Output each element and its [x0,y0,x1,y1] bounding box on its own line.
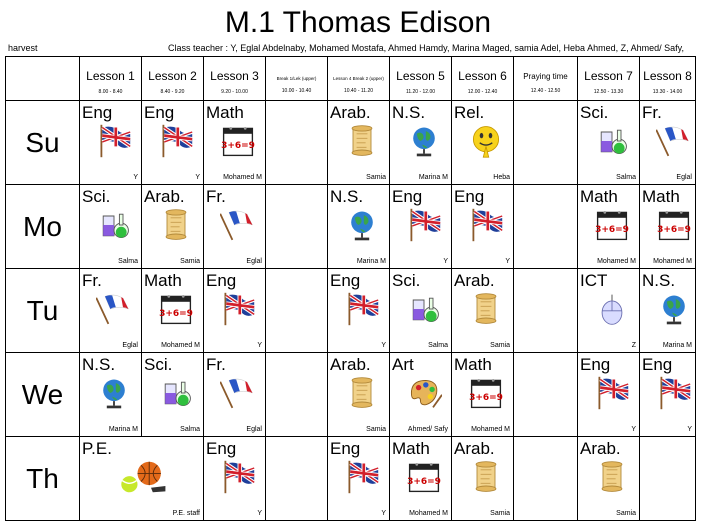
teacher-label: Samia [490,342,510,349]
subject-label: Eng [144,103,175,122]
lesson-cell [80,269,142,353]
column-time: 10.00 - 10.40 [281,88,312,94]
day-label: Tu [6,269,80,353]
lesson-cell [204,353,266,437]
globe-icon [406,123,442,159]
teacher-label: Marina M [418,174,448,181]
day-row [6,269,696,353]
teacher-label: Y [381,510,386,517]
globe-icon [656,291,692,327]
scroll-icon [344,123,380,159]
subject-label: Arab. [330,103,371,122]
lesson-cell [142,185,204,269]
empty-cell [266,269,328,353]
subject-label: Fr. [206,355,226,374]
uk-flag-icon [96,123,132,159]
svg-text:3+6=9: 3+6=9 [657,225,691,236]
sports-balls-icon [114,459,170,495]
subject-label: Math [580,187,618,206]
day-row [6,185,696,269]
lesson-cell [578,269,640,353]
lesson-cell [328,101,390,185]
lesson-cell [390,353,452,437]
day-label: Th [6,437,80,521]
column-name: Break 1/Lek (upper) [276,76,317,81]
teacher-label: Ahmed/ Safy [407,426,448,433]
lesson-cell [452,437,514,521]
teacher-label: Z [631,342,636,349]
subject-label: Eng [330,439,361,458]
column-time: 13.30 - 14.00 [652,89,683,95]
globe-icon [96,375,132,411]
subject-label: Sci. [580,103,609,122]
lesson-cell [142,101,204,185]
teacher-label: Salma [118,258,138,265]
lesson-cell [328,269,390,353]
teacher-label: Samia [366,426,386,433]
empty-cell [640,437,696,521]
subject-label: Rel. [454,103,485,122]
column-time: 12.00 - 12.40 [467,89,498,95]
svg-text:3+6=9: 3+6=9 [159,309,193,320]
teacher-label: Y [381,342,386,349]
lesson-cell [204,269,266,353]
lesson-cell [328,353,390,437]
uk-flag-icon [656,375,692,411]
column-time: 8.40 - 9.20 [160,89,185,95]
teacher-label: Y [443,258,448,265]
subject-label: Fr. [82,271,102,290]
teacher-label: Mohamed M [471,426,510,433]
column-name: Lesson 3 [210,69,259,83]
lesson-cell [328,185,390,269]
column-header [266,57,328,101]
lesson-cell [452,185,514,269]
empty-cell [514,353,578,437]
empty-cell [266,101,328,185]
scroll-icon [468,459,504,495]
uk-flag-icon [468,207,504,243]
teacher-label: Salma [428,342,448,349]
empty-cell [514,437,578,521]
teacher-label: Marina M [108,426,138,433]
empty-cell [266,353,328,437]
teacher-label: Y [687,426,692,433]
column-header [640,57,696,101]
subject-label: Arab. [454,439,495,458]
column-header [204,57,266,101]
lesson-cell [390,269,452,353]
math-calendar-icon [468,375,504,411]
column-name: Lesson 8 [643,69,692,83]
column-time: 8.00 - 8.40 [98,89,123,95]
subject-label: Fr. [206,187,226,206]
teacher-label: Samia [366,174,386,181]
subject-label: Eng [454,187,485,206]
scroll-icon [344,375,380,411]
teacher-label: P.E. staff [172,510,200,517]
teacher-label: Marina M [356,258,386,265]
empty-cell [514,101,578,185]
column-header [514,57,578,101]
teacher-label: Mohamed M [223,174,262,181]
lesson-cell [142,269,204,353]
teacher-label: Samia [490,510,510,517]
subject-label: Sci. [144,355,173,374]
palette-icon [406,375,442,411]
teacher-label: Marina M [662,342,692,349]
lesson-cell [452,101,514,185]
teacher-label: Mohamed M [161,342,200,349]
teacher-label: Mohamed M [409,510,448,517]
day-row [6,353,696,437]
math-calendar-icon [594,207,630,243]
school-name: harvest [8,43,38,53]
praying-smiley-icon [468,123,504,159]
mouse-icon [594,291,630,327]
column-time: 10.40 - 11.20 [343,88,374,94]
column-header [578,57,640,101]
day-label: Su [6,101,80,185]
teacher-label: Mohamed M [653,258,692,265]
teacher-label: Y [133,174,138,181]
column-time: 11.20 - 12.00 [405,89,436,95]
uk-flag-icon [594,375,630,411]
teacher-label: Eglal [676,174,692,181]
french-flag-icon [220,375,256,411]
corner-cell [6,57,80,101]
teacher-label: Eglal [246,426,262,433]
lesson-cell [204,437,266,521]
lesson-cell [640,269,696,353]
uk-flag-icon [158,123,194,159]
teacher-label: Eglal [246,258,262,265]
subject-label: Sci. [82,187,111,206]
lesson-cell [578,353,640,437]
beaker-icon [406,291,442,327]
subject-label: Eng [82,103,113,122]
teacher-label: Heba [493,174,510,181]
column-name: Lesson 7 [584,69,633,83]
beaker-icon [594,123,630,159]
lesson-cell [204,101,266,185]
lesson-cell [640,185,696,269]
subject-label: Arab. [580,439,621,458]
subject-label: N.S. [82,355,116,374]
empty-cell [266,437,328,521]
subject-label: ICT [580,271,608,290]
timetable-grid [5,56,696,521]
lesson-cell [80,437,204,521]
column-header [452,57,514,101]
column-name: Lesson 4 Break 2 (upper) [333,76,384,81]
uk-flag-icon [344,291,380,327]
column-name: Lesson 2 [148,69,197,83]
subject-label: Art [392,355,414,374]
teacher-label: Y [257,342,262,349]
teacher-label: Samia [616,510,636,517]
column-time: 9.20 - 10.00 [221,89,248,95]
svg-text:3+6=9: 3+6=9 [221,141,255,152]
timetable-title: M.1 Thomas Edison [224,6,492,39]
teacher-label: Salma [180,426,200,433]
teacher-label: Samia [180,258,200,265]
subject-label: Arab. [454,271,495,290]
subject-label: Arab. [330,355,371,374]
day-label: Mo [6,185,80,269]
lesson-cell [640,101,696,185]
french-flag-icon [96,291,132,327]
column-time: 12.50 - 13.30 [593,89,624,95]
column-header [80,57,142,101]
uk-flag-icon [220,291,256,327]
empty-cell [514,269,578,353]
globe-icon [344,207,380,243]
column-header [142,57,204,101]
lesson-cell [328,437,390,521]
lesson-cell [142,353,204,437]
teacher-label: Salma [616,174,636,181]
header-row [6,57,696,101]
uk-flag-icon [220,459,256,495]
math-calendar-icon [406,459,442,495]
subject-label: P.E. [82,439,112,458]
column-name: Praying time [523,72,568,81]
teacher-label: Y [257,510,262,517]
subject-label: Eng [642,355,673,374]
subject-label: N.S. [330,187,364,206]
empty-cell [266,185,328,269]
column-header [328,57,390,101]
svg-text:3+6=9: 3+6=9 [595,225,629,236]
subject-label: Arab. [144,187,185,206]
scroll-icon [158,207,194,243]
subject-label: N.S. [392,103,426,122]
french-flag-icon [220,207,256,243]
teacher-label: Y [195,174,200,181]
lesson-cell [640,353,696,437]
column-time: 12.40 - 12.50 [530,88,561,94]
lesson-cell [390,185,452,269]
column-name: Lesson 1 [86,69,135,83]
lesson-cell [204,185,266,269]
subject-label: Math [392,439,430,458]
beaker-icon [158,375,194,411]
subject-label: Eng [206,271,237,290]
lesson-cell [452,269,514,353]
subject-label: Math [144,271,182,290]
day-row [6,437,696,521]
beaker-icon [96,207,132,243]
svg-text:3+6=9: 3+6=9 [407,477,441,488]
teacher-label: Eglal [122,342,138,349]
subject-label: Math [206,103,244,122]
subject-label: Eng [580,355,611,374]
scroll-icon [468,291,504,327]
uk-flag-icon [406,207,442,243]
lesson-cell [390,101,452,185]
french-flag-icon [656,123,692,159]
lesson-cell [80,101,142,185]
uk-flag-icon [344,459,380,495]
column-name: Lesson 6 [458,69,507,83]
subject-label: Eng [206,439,237,458]
math-calendar-icon [220,123,256,159]
lesson-cell [390,437,452,521]
subject-label: Math [454,355,492,374]
lesson-cell [578,101,640,185]
lesson-cell [452,353,514,437]
math-calendar-icon [656,207,692,243]
svg-text:3+6=9: 3+6=9 [469,393,503,404]
lesson-cell [80,185,142,269]
subject-label: Fr. [642,103,662,122]
lesson-cell [578,437,640,521]
day-label: We [6,353,80,437]
column-name: Lesson 5 [396,69,445,83]
subject-label: Math [642,187,680,206]
empty-cell [514,185,578,269]
subject-label: Eng [392,187,423,206]
math-calendar-icon [158,291,194,327]
subject-label: Sci. [392,271,421,290]
lesson-cell [80,353,142,437]
scroll-icon [594,459,630,495]
column-header [390,57,452,101]
teacher-label: Mohamed M [597,258,636,265]
class-teacher-line: Class teacher : Y, Eglal Abdelnaby, Mohamed Mostafa, Ahmed Hamdy, Marina Maged, samia Adel, Heba Ahmed, Z, Ahmed/ Safy, [168,43,684,53]
teacher-label: Y [505,258,510,265]
subject-label: Eng [330,271,361,290]
day-row [6,101,696,185]
lesson-cell [578,185,640,269]
teacher-label: Y [631,426,636,433]
subject-label: N.S. [642,271,676,290]
